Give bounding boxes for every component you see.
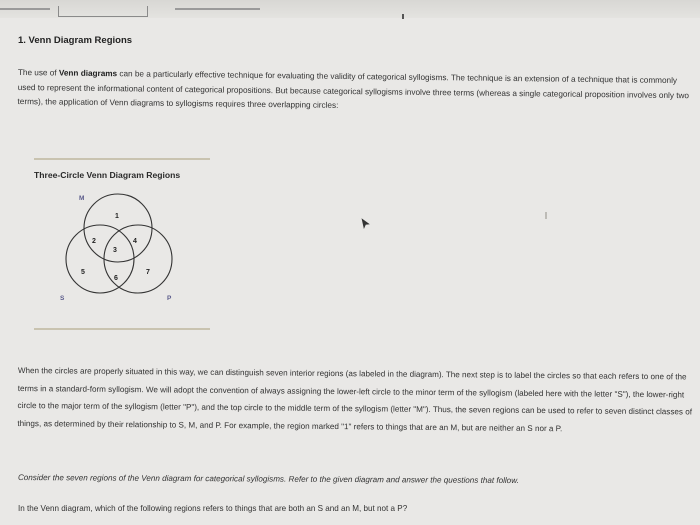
- intro-rest: can be a particularly effective technique for evaluating the validity of categorical syllogisms. The technique is an extension of a technique that is commonly used to represent the informational content of categorical propositions. But because categorical syllogisms involve three terms (whereas a single categorical proposition involves only two terms), the application of Venn diagrams to syllogisms requires three overlapping circles:: [17, 69, 690, 110]
- top-divider: [34, 158, 210, 160]
- diagram-title: Three-Circle Venn Diagram Regions: [34, 170, 181, 180]
- region-5: 5: [81, 269, 85, 276]
- circle-m: [84, 194, 152, 262]
- section-title: 1. Venn Diagram Regions: [18, 35, 133, 46]
- label-m: M: [79, 195, 85, 202]
- venn-diagram-panel: [34, 158, 210, 330]
- question-text: In the Venn diagram, which of the following regions refers to things that are both an S and an M, but not a P?: [18, 504, 408, 513]
- mouse-cursor-icon: [361, 218, 371, 230]
- top-toolbar-fragment: [0, 0, 700, 18]
- label-p: P: [167, 295, 172, 302]
- explanation-paragraph: When the circles are properly situated in this way, we can distinguish seven interior regions (as labeled in the diagram). The next step is to label the circles so that each refers to one of the terms in a standard-form syllogism. We will adopt the convention of always assigning the lower-left circle to the minor term of the syllogism (labeled here with the letter "S"), the lower-right circle to the major term of the syllogism (letter "P"), and the top circle to the middle term of the syllogism (letter "M"). Thus, the seven regions can be used to refer to seven distinct classes of things, as determined by their relationship to S, M, and P. For example, the region marked "1" refers to things that are an M, but are neither an S nor a P.: [17, 365, 693, 434]
- instruction-text: Consider the seven regions of the Venn diagram for categorical syllogisms. Refer to the given diagram and answer the questions that follow.: [17, 473, 519, 486]
- stray-mark: [545, 212, 547, 219]
- region-2: 2: [92, 238, 96, 245]
- region-3: 3: [113, 247, 117, 254]
- region-7: 7: [146, 269, 150, 276]
- circle-p: [104, 225, 172, 293]
- intro-bold-term: Venn diagrams: [58, 68, 118, 79]
- toolbar-dash: [175, 8, 260, 10]
- circle-s: [66, 225, 134, 293]
- bottom-divider: [34, 328, 210, 330]
- tab-outline: [58, 6, 148, 17]
- stray-mark: [402, 14, 404, 19]
- region-4: 4: [133, 238, 137, 245]
- intro-paragraph: [17, 66, 689, 118]
- venn-diagram: [34, 186, 210, 316]
- label-s: S: [60, 295, 65, 302]
- region-1: 1: [115, 213, 119, 220]
- region-6: 6: [114, 275, 118, 282]
- intro-lead: The use of: [17, 67, 59, 78]
- toolbar-dash: [0, 8, 50, 10]
